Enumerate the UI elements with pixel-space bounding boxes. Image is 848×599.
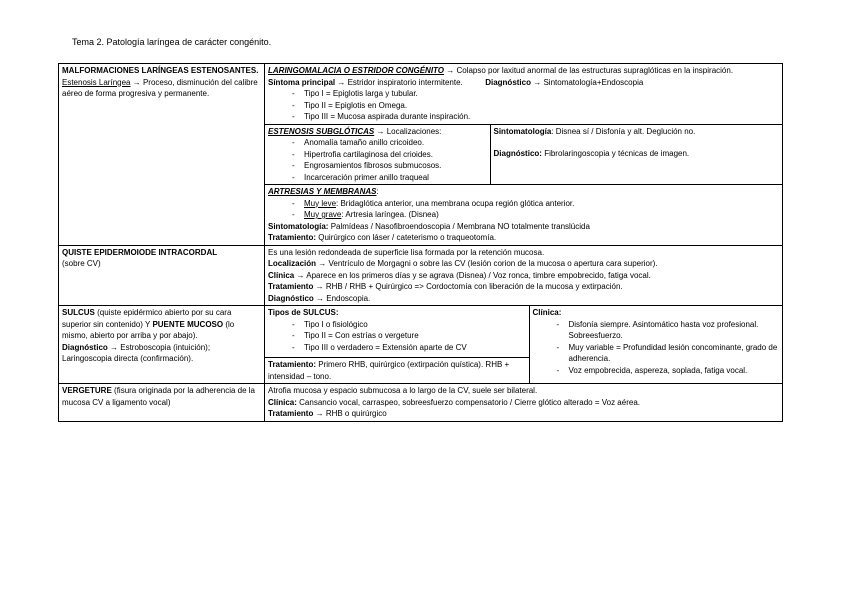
grave-label: Muy grave [304,210,342,219]
list-item: - Tipo II = Con estrías o vergeture [292,330,526,342]
subgloticas-diag-label: Diagnóstico: [493,149,542,158]
puente-heading: PUENTE MUCOSO [152,319,224,329]
vergeture-trat-label: Tratamiento → [268,409,324,418]
atresias-sinto-label: Sintomatología: [268,221,329,231]
quiste-trat-label: Tratamiento → [268,282,324,291]
list-item: - Engrosamientos fibrosos submucosos. [292,160,487,172]
subgloticas-sinto-text: : Disnea sí / Disfonía y alt. Deglución no. [551,126,696,136]
list-item: - Tipo II = Epiglotis en Omega. [292,100,779,112]
atresias-trat-label: Tratamiento: [268,233,317,242]
sintoma-label: Síntoma principal → [268,77,346,87]
sulcus-desc2: (lo mismo, abierto por arriba y por abajo). [62,319,235,340]
atresias-heading: ARTRESIAS Y MEMBRANAS [268,187,377,196]
quiste-clin-text: Aparece en los primeros días y se agrava (Disnea) / Voz ronca, timbre empobrecido, fatiga vocal. [306,270,651,280]
grave-text: : Artresia laríngea. (Disnea) [341,210,439,219]
cell-quiste-right [265,245,783,306]
subgloticas-list [268,137,487,183]
row-vergeture [59,384,783,422]
page-title: Tema 2. Patología laríngea de carácter congénito. [72,37,272,47]
row-sulcus [59,306,783,384]
subgloticas-diag-text: Fibrolaringoscopia y técnicas de imagen. [544,149,690,158]
quiste-diag-label: Diagnóstico → [268,293,325,303]
diagnostico-text: Sintomatología+Endoscopia [543,77,644,87]
vergeture-clin-text: Cansancio vocal, carraspeo, sobreesfuerzo compensatorio / Cierre glótico alterado = Voz aérea. [299,397,640,407]
sulcus-tipos-list [268,319,526,354]
sulcus-paragraph [62,307,261,342]
estenosis-desc: → Proceso, disminución del calibre aéreo de forma progresiva y permanente. [62,77,258,98]
sulcus-desc1: (quiste epidérmico abierto por su cara superior sin contenido) Y [62,308,232,329]
quiste-sub: (sobre CV) [62,259,101,268]
cell-quiste-left [59,245,265,306]
vergeture-clin-label: Clínica: [268,397,297,407]
quiste-loc-text: Ventrículo de Morgagni o sobre las CV (lesión corion de la mucosa o apertura cara superior). [328,259,658,268]
sintoma-text: Estridor inspiratorio intermitente. [347,77,463,87]
list-item: - Anomalía tamaño anillo cricoideo. [292,137,487,149]
cell-sulcus-left [59,306,265,384]
vergeture-trat-text: RHB o quirúrgico [325,409,387,418]
sulcus-diag-text: Estroboscopia (intuición); Laringoscopia directa (confirmación). [62,342,211,363]
list-item: - Tipo III = Mucosa aspirada durante inspiración. [292,111,779,123]
diagnostico-label: Diagnóstico → [485,77,542,87]
leve-text: : Bridaglótica anterior, una membrana ocupa región glótica anterior. [336,198,575,208]
list-item: - Tipo I o fisiológico [292,319,526,331]
sulcus-clinica-label: Clínica: [532,308,562,317]
list-item: - Disfonía siempre. Asintomático hasta voz profesional. Sobreesfuerzo. [557,319,780,342]
quiste-diag-text: Endoscopia. [326,293,371,303]
vergeture-heading: VERGETURE [62,386,112,395]
list-item: - Voz empobrecida, aspereza, soplada, fatiga vocal. [557,365,780,377]
sulcus-trat-label: Tratamiento: [268,360,317,369]
sulcus-clinica-list [533,319,780,377]
laringomalacia-tipos [268,88,779,123]
quiste-clin-label: Clínica → [268,270,305,280]
sulcus-trat-text: Primero RHB, quirúrgico (extirpación quística). RHB + intensidad – tono. [268,360,510,381]
malformaciones-heading: MALFORMACIONES LARÍNGEAS ESTENOSANTES. [62,66,259,75]
estenosis-paragraph [62,77,261,100]
subgloticas-block [265,124,782,185]
atresias-trat-text: Quirúrgico con láser / cateterismo o traqueotomía. [318,233,497,242]
laringomalacia-block [265,64,782,124]
row-malformaciones [59,64,783,246]
atresias-colon: : [376,187,379,196]
sulcus-tipos-label: Tipos de SULCUS: [268,308,339,317]
sulcus-heading: SULCUS [62,308,95,317]
quiste-trat-text: RHB / RHB + Quirúrgico => Cordoctomía con liberación de la mucosa y extirpación. [325,282,623,291]
estenosis-term: Estenosis Laríngea [62,77,131,87]
sulcus-diag-label: Diagnóstico → [62,342,119,352]
subgloticas-sinto-label: Sintomatología [493,126,552,136]
list-item: - Hipertrofia cartilaginosa del crioides. [292,149,487,161]
row-quiste [59,245,783,306]
cell-sulcus-right [265,306,783,384]
sulcus-tipos-row [265,306,782,358]
sulcus-subtable [265,306,782,383]
cell-malformaciones-left [59,64,265,246]
list-item [292,198,779,210]
atresias-block [265,185,782,245]
list-item: - Incarceración primer anillo traqueal [292,172,487,184]
quiste-loc-label: Localización → [268,259,327,268]
subgloticas-intro: → Localizaciones: [376,126,442,136]
malformaciones-subtable [265,64,782,245]
cell-vergeture-right [265,384,783,422]
vergeture-line1: Atrofia mucosa y espacio submucosa a lo largo de la CV, suele ser bilateral. [268,386,538,395]
leve-label: Muy leve [304,198,337,208]
cell-malformaciones-right [265,64,783,246]
laringomalacia-heading: LARINGOMALACIA O ESTRIDOR CONGÉNITO [268,66,444,75]
laringomalacia-desc: → Colapso por laxitud anormal de las estructuras supraglóticas en la inspiración. [446,66,734,75]
subgloticas-heading: ESTENOSIS SUBGLÓTICAS [268,126,375,136]
quiste-desc: Es una lesión redondeada de superficie lisa formada por la retención mucosa. [268,247,545,257]
quiste-heading: QUISTE EPIDERMOIODE INTRACORDAL [62,247,218,257]
list-item: - Muy variable = Profundidad lesión concominante, grado de adherencia. [557,342,780,365]
vergeture-desc: (fisura originada por la adherencia de la mucosa CV a ligamento vocal) [62,386,256,407]
atresias-sinto-text: Palmídeas / Nasofibroendoscopia / Membrana NO totalmente translúcida [330,221,590,231]
list-item [292,209,779,221]
list-item: - Tipo I = Epiglotis larga y tubular. [292,88,779,100]
atresias-list [268,198,779,221]
cell-vergeture-left [59,384,265,422]
content-table [58,63,783,422]
list-item: - Tipo III o verdadero = Extensión aparte de CV [292,342,526,354]
